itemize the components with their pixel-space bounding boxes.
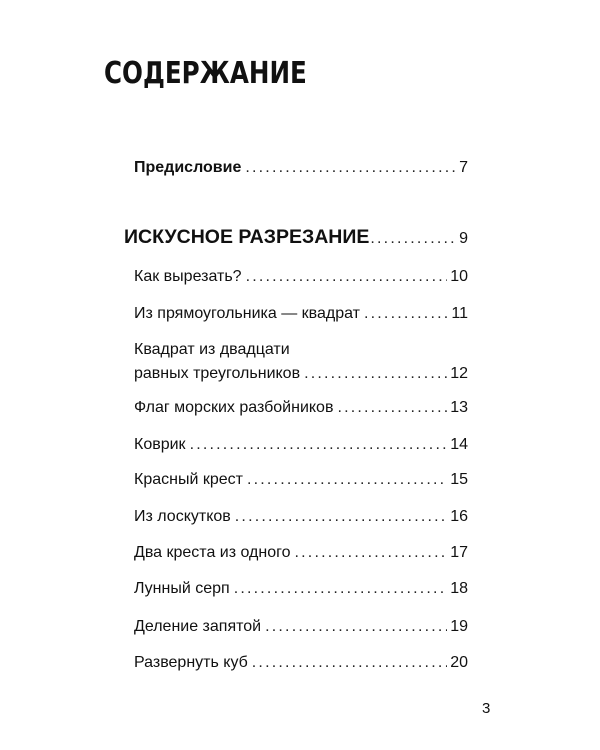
toc-entry-page: 17: [450, 544, 468, 561]
toc-leader-dots: [235, 508, 447, 526]
toc-leader-dots: [252, 654, 447, 672]
page-number: 3: [482, 700, 491, 717]
toc-leader-dots: [304, 365, 447, 383]
toc-leader-dots: [370, 230, 456, 248]
toc-entry[interactable]: [134, 399, 468, 417]
toc-entry-page: 19: [450, 618, 468, 635]
toc-entry[interactable]: [134, 580, 468, 598]
toc-section-label: ИСКУСНОЕ РАЗРЕЗАНИЕ: [124, 226, 370, 248]
toc-entry-page: 7: [459, 159, 468, 176]
toc-entry-page: 11: [451, 305, 468, 322]
toc-section-page: 9: [459, 230, 468, 247]
toc-entry[interactable]: [134, 471, 468, 489]
toc-entry-page: 20: [450, 654, 468, 671]
toc-entry[interactable]: [134, 436, 468, 454]
toc-leader-dots: [245, 159, 456, 177]
toc-leader-dots: [234, 580, 448, 598]
toc-entry[interactable]: [134, 544, 468, 562]
toc-entry-label: Предисловие: [134, 159, 242, 176]
toc-entry-label: Два креста из одного: [134, 544, 291, 561]
toc-entry-page: 10: [450, 268, 468, 285]
toc-entry-label: Как вырезать?: [134, 268, 242, 285]
toc-entry-page: 18: [450, 580, 468, 597]
toc-entry-page: 13: [450, 399, 468, 416]
toc-entry-label: Из лоскутков: [134, 508, 231, 525]
toc-section-heading[interactable]: [124, 226, 468, 249]
toc-leader-dots: [246, 268, 448, 286]
toc-leader-dots: [337, 399, 447, 417]
toc-entry[interactable]: [134, 654, 468, 672]
toc-entry[interactable]: [134, 305, 468, 323]
toc-entry-label: Коврик: [134, 436, 186, 453]
toc-entry-preface[interactable]: [134, 159, 468, 177]
toc-entry[interactable]: [134, 508, 468, 526]
toc-entry[interactable]: [134, 268, 468, 286]
toc-leader-dots: [247, 471, 447, 489]
toc-entry-page: 15: [450, 471, 468, 488]
page-title: СОДЕРЖАНИЕ: [104, 56, 307, 91]
toc-leader-dots: [295, 544, 448, 562]
toc-leader-dots: [265, 618, 447, 636]
toc-entry-label-line1[interactable]: Квадрат из двадцати: [134, 341, 290, 358]
toc-leader-dots: [364, 305, 448, 323]
toc-entry-label: Развернуть куб: [134, 654, 248, 671]
toc-entry-label: Лунный серп: [134, 580, 230, 597]
toc-entry-label: Из прямоугольника — квадрат: [134, 305, 360, 322]
toc-leader-dots: [190, 436, 448, 454]
toc-entry[interactable]: [134, 365, 468, 383]
toc-entry-label: Флаг морских разбойников: [134, 399, 334, 416]
toc-entry-label: равных треугольников: [134, 365, 301, 382]
toc-entry-page: 14: [450, 436, 468, 453]
toc-entry[interactable]: [134, 618, 468, 636]
toc-entry-page: 16: [450, 508, 468, 525]
toc-entry-page: 12: [450, 365, 468, 382]
toc-entry-label: Деление запятой: [134, 618, 262, 635]
toc-entry-label: Красный крест: [134, 471, 243, 488]
